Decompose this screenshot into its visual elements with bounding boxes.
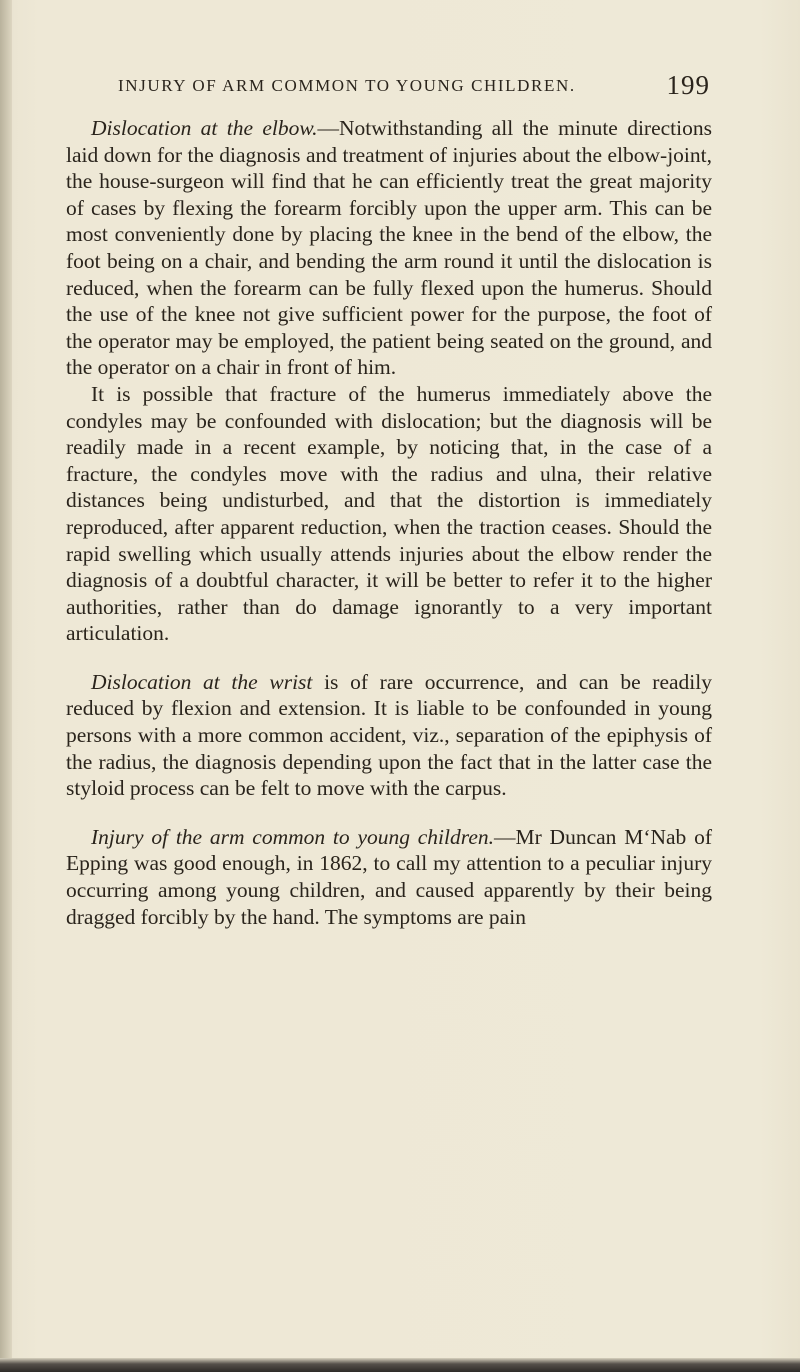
paragraph-text: —Mr Duncan M‘Nab of Epping was good enough, in 1862, to call my attention to a peculiar injury occurring among young children, and caused apparently by their being dragged forcibly by the hand. The symptoms are pain	[66, 824, 712, 929]
paragraph-wrist-dislocation	[66, 669, 712, 802]
page-number: 199	[666, 70, 710, 100]
paragraph-arm-injury	[66, 824, 712, 930]
paragraph-fracture-diagnosis	[66, 381, 712, 647]
section-heading-elbow: Dislocation at the elbow.	[91, 116, 318, 140]
section-heading-wrist: Dislocation at the wrist	[91, 669, 313, 694]
paragraph-text: is of rare occurrence, and can be readily reduced by flexion and extension. It is liable to be confounded in young persons with a more common accident, viz., separation of the epiphysis of the radius, the diagnosis depending upon the fact that in the latter case the styloid process can be felt to move with the carpus.	[66, 669, 712, 801]
paragraph-text: It is possible that fracture of the humerus immediately above the condyles may be confounded with dislocation; but the diagnosis will be readily made in a recent example, by noticing that, in the case of a fracture, the condyles move with the radius and ulna, their relative distances being undisturbed, and that the distortion is immediately reproduced, after apparent reduction, when the traction ceases. Should the rapid swelling which usually attends injuries about the elbow render the diagnosis of a doubtful character, it will be better to refer it to the higher authorities, rather than do damage ignorantly to a very important articulation.	[66, 381, 712, 646]
running-head: INJURY OF ARM COMMON TO YOUNG CHILDREN.	[118, 76, 576, 95]
page-header	[118, 70, 710, 110]
body-text	[66, 115, 712, 930]
paragraph-text: —Notwithstanding all the minute directions laid down for the diagnosis and treatment of injuries about the elbow-joint, the house-surgeon will find that he can efficiently treat the great majority of cases by flexing the forearm forcibly upon the upper arm. This can be most conveniently done by placing the knee in the bend of the elbow, the foot being on a chair, and bending the arm round it until the dislocation is reduced, when the forearm can be fully flexed upon the humerus. Should the use of the knee not give sufficient power for the purpose, the foot of the operator may be employed, the patient being seated on the ground, and the operator on a chair in front of him.	[66, 116, 712, 380]
section-heading-arm-injury: Injury of the arm common to young children.	[91, 824, 494, 849]
page-bottom-edge	[0, 1358, 800, 1372]
binding-shadow	[0, 0, 12, 1372]
paragraph-elbow-dislocation	[66, 115, 712, 381]
